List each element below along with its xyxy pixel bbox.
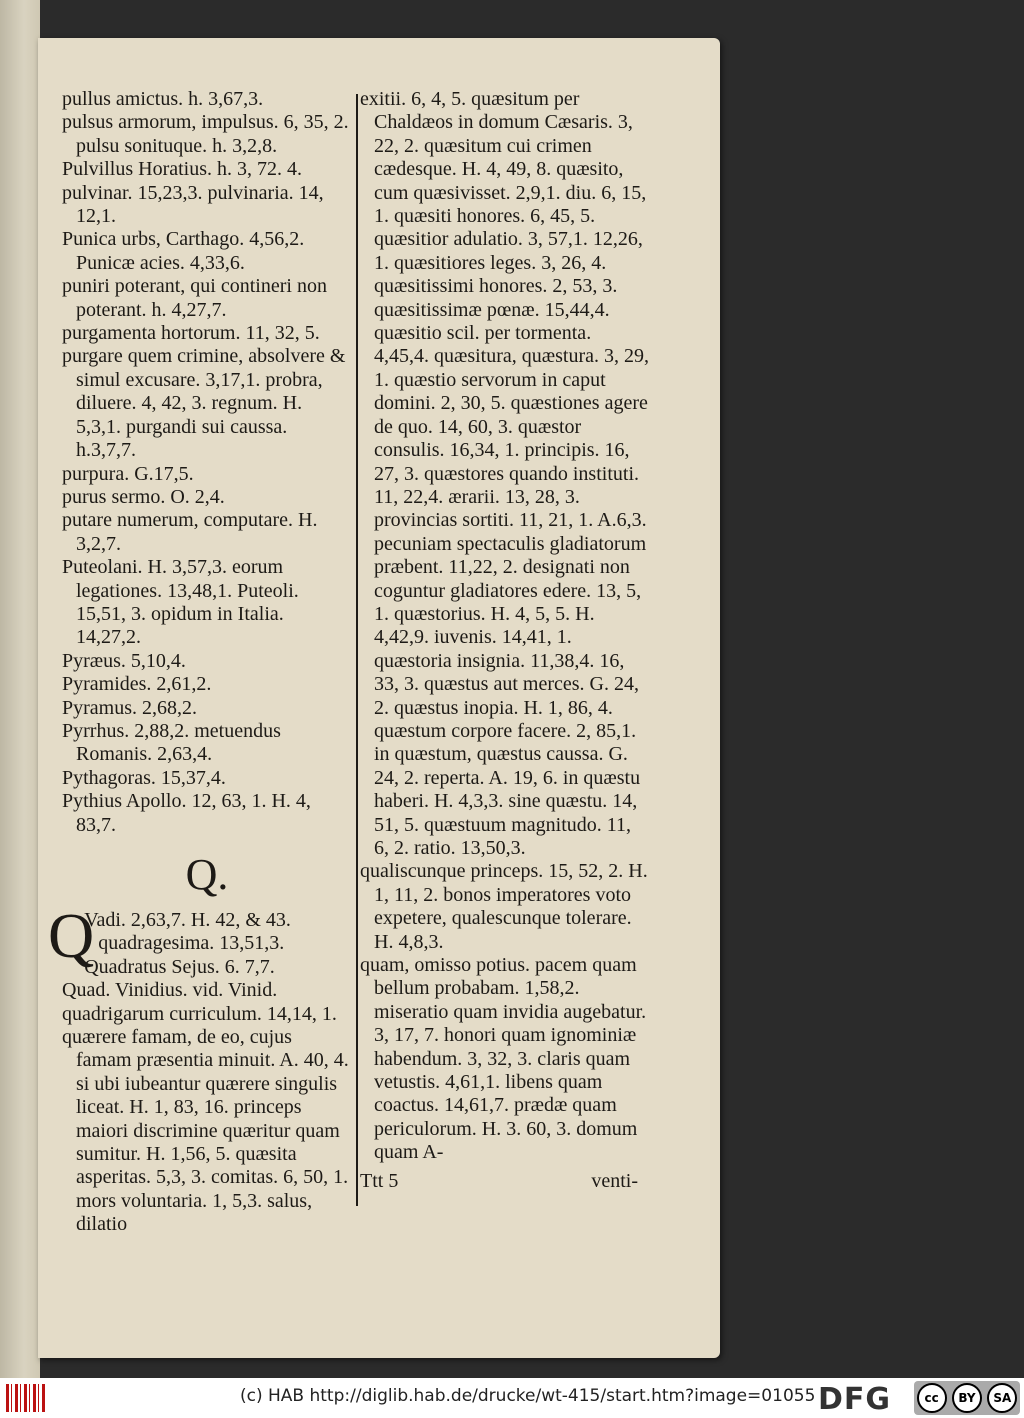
page-footer [348,1170,638,1193]
sa-icon: SA [987,1383,1017,1413]
index-entry: puniri poterant, qui contineri non poterant. h. 4,27,7. [62,275,327,321]
index-entry: Pulvillus Horatius. h. 3, 72. 4. [62,158,303,181]
index-entry: putare numerum, computare. H. 3,2,7. [62,509,318,555]
index-entry: Quadratus Sejus. 6. 7,7. [84,955,275,978]
book-edge [0,0,40,1378]
index-entry: quadrigarum curriculum. 14,14, 1. [62,1002,337,1025]
index-entry: pullus amictus. h. 3,67,3. [62,88,264,110]
index-entry: purus sermo. O. 2,4. [62,485,225,508]
cc-icon: cc [917,1383,947,1413]
citation-link[interactable]: (c) HAB http://diglib.hab.de/drucke/wt-415/start.htm?image=01055 [240,1386,816,1406]
book-page [38,38,720,1358]
dfg-logo: DFG [818,1382,892,1417]
index-entry: quam, omisso potius. pacem quam bellum probabam. 1,58,2. miseratio quam invidia augebatur. 3, 17, 7. honori quam ignominiæ habendum. 3, 32, 3. claris quam vetustis. 4,61,1. libens quam coactus. 14,61,7. prædæ quam periculorum. H. 3. 60, 3. domum quam A- [360,954,647,1164]
column-divider [356,94,358,1206]
index-entry: Pythius Apollo. 12, 63, 1. H. 4, 83,7. [62,790,311,836]
index-entry: Puteolani. H. 3,57,3. eorum legationes. 13,48,1. Puteoli. 15,51, 3. opidum in Italia. 14,27,2. [62,556,299,649]
index-entry: qualiscunque princeps. 15, 52, 2. H. 1, 11, 2. bonos imperatores voto expetere, qualescunque tolerare. H. 4,8,3. [360,860,648,953]
index-entry: Pyramus. 2,68,2. [62,696,197,719]
index-entry: Pythagoras. 15,37,4. [62,766,226,789]
drop-capital: Q [48,900,95,971]
signature-mark: Ttt 5 [360,1170,399,1192]
by-icon: BY [952,1383,982,1413]
index-entry: Quad. Vinidius. vid. Vinid. [62,979,278,1002]
index-entry: purpura. G.17,5. [62,462,194,485]
hab-barcode-icon [6,1384,46,1412]
index-entry: Pyrrhus. 2,88,2. metuendus Romanis. 2,63,4. [62,719,281,766]
right-column [360,88,650,1165]
index-entry: purgare quem crimine, absolvere & simul excusare. 3,17,1. probra, diluere. 4, 42, 3. regnum. H. 5,3,1. purgandi sui caussa. h.3,7,7. [62,345,346,462]
index-entry: Pyramides. 2,61,2. [62,673,212,696]
index-entry: exitii. 6, 4, 5. quæsitum per Chaldæos in domum Cæsaris. 3, 22, 2. quæsitum cui crimen cædesque. H. 4, 49, 8. quæsito, cum quæsivisset. 2,9,1. diu. 6, 15, 1. quæsiti honores. 6, 45, 5. quæsitior adulatio. 3, 57,1. 12,26, 1. quæsitiores leges. 3, 26, 4. quæsitissimi honores. 2, 53, 3. quæsitissimæ pœnæ. 15,44,4. quæsitio scil. per tormenta. 4,45,4. quæsitura, quæstura. 3, 29, 1. quæstio servorum in caput domini. 2, 30, 5. quæstiones agere de quo. 14, 60, 3. quæstor consulis. 16,34, 1. principis. 16, 27, 3. quæstores quando instituti. 11, 22,4. ærarii. 13, 28, 3. provincias sortiti. 11, 21, 1. A.6,3. pecuniam spectaculis gladiatorum præbent. 11,22, 2. designati non coguntur gladiatores edere. 13, 5, 1. quæstorius. H. 4, 5, 5. H. 4,42,9. iuvenis. 14,41, 1. quæstoria insignia. 11,38,4. 16, 33, 3. quæstus aut merces. G. 24, 2. quæstus inopia. H. 1, 86, 4. quæstum corpore facere. 2, 85,1. in quæstum, quæstus caussa. G. 24, 2. reperta. A. 19, 6. in quæstu haberi. H. 4,3,3. sine quæstu. 14, 51, 5. quæstuum magnitudo. 11, 6, 2. ratio. 13,50,3. [360,88,649,859]
left-column [48,88,352,1237]
index-entry: Punica urbs, Carthago. 4,56,2. Punicæ acies. 4,33,6. [62,228,305,274]
index-entry: pulvinar. 15,23,3. pulvinaria. 14, 12,1. [62,181,324,228]
index-entry: quærere famam, de eo, cujus famam præsentia minuit. A. 40, 4. si ubi iubeantur quærere singulis liceat. H. 1, 83, 16. princeps maiori discrimine quæritur quam sumitur. H. 1,56, 5. quæsita asperitas. 5,3, 3. comitas. 6, 50, 1. mors voluntaria. 1, 5,3. salus, dilatio [62,1026,349,1236]
cc-license-badge[interactable] [914,1381,1020,1415]
catchword: venti- [591,1170,638,1192]
viewer-credit-bar [0,1378,1024,1418]
index-entry: purgamenta hortorum. 11, 32, 5. [62,322,320,345]
index-entry: pulsus armorum, impulsus. 6, 35, 2. pulsu sonituque. h. 3,2,8. [62,111,349,157]
q-first-text: Vadi. 2,63,7. H. 42, & 43. quadragesima. 13,51,3. [84,909,291,955]
index-entry: Pyræus. 5,10,4. [62,649,186,672]
section-letter: Q. [185,850,229,899]
